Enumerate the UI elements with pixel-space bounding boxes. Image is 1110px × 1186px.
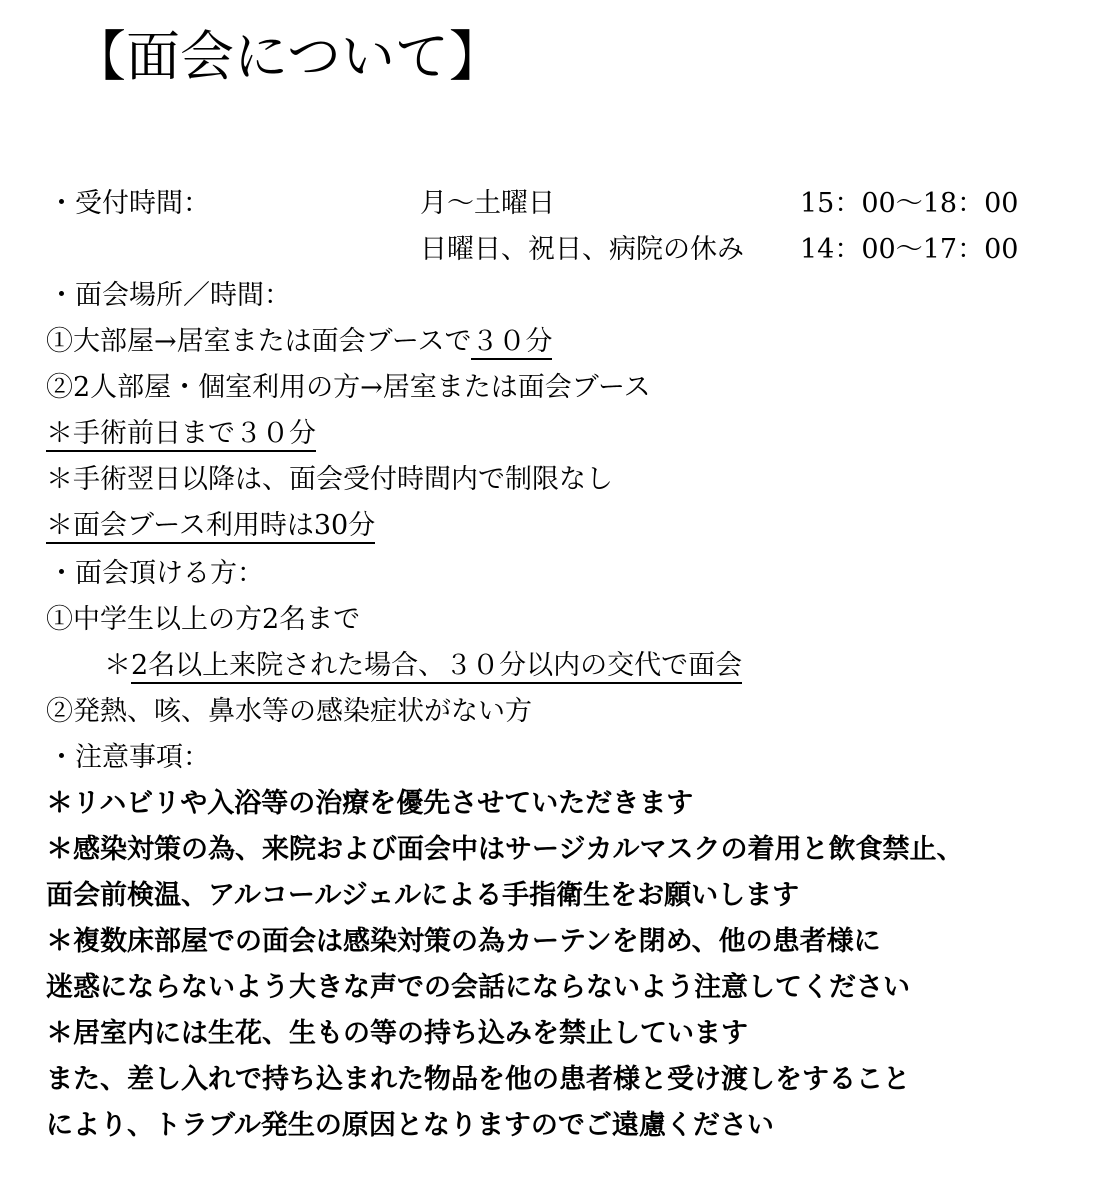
place-note-1	[46, 416, 316, 452]
caution-line-1: ＊リハビリや入浴等の治療を優先させていただきます	[46, 788, 694, 819]
caution-line-8: により、トラブル発生の原因となりますのでご遠慮ください	[46, 1110, 774, 1141]
reception-label: ・受付時間：	[48, 188, 210, 219]
place-note-2: ＊手術翌日以降は、面会受付時間内で制限なし	[46, 464, 613, 495]
caution-line-6: ＊居室内には生花、生もの等の持ち込みを禁止しています	[46, 1018, 748, 1049]
visitors-item-2: ②発熱、咳、鼻水等の感染症状がない方	[46, 696, 532, 727]
caution-line-5: 迷惑にならないよう大きな声での会話にならないよう注意してください	[46, 972, 910, 1003]
place-note-1-text: ＊手術前日まで３０分	[46, 418, 316, 452]
reception-time-weekday: 15：00～18：00	[800, 188, 1019, 219]
visitors-item-1: ①中学生以上の方2名まで	[46, 604, 361, 635]
place-label: ・面会場所／時間：	[48, 280, 291, 311]
caution-line-2: ＊感染対策の為、来院および面会中はサージカルマスクの着用と飲食禁止、	[46, 834, 964, 865]
visitors-label: ・面会頂ける方：	[48, 558, 264, 589]
visitors-item-1-note-star: ＊	[104, 650, 131, 681]
reception-days-weekday: 月～土曜日	[420, 188, 555, 219]
page-title: 【面会について】	[72, 25, 503, 88]
visitors-item-1-note	[104, 648, 742, 684]
place-item-1	[46, 324, 552, 360]
reception-time-holiday: 14：00～17：00	[800, 234, 1019, 265]
place-note-3-text: ＊面会ブース利用時は30分	[46, 510, 375, 544]
caution-line-3: 面会前検温、アルコールジェルによる手指衛生をお願いします	[46, 880, 800, 911]
cautions-label: ・注意事項：	[48, 742, 210, 773]
reception-days-holiday: 日曜日、祝日、病院の休み	[420, 234, 744, 265]
place-item-1-text: ①大部屋→居室または面会ブースで	[46, 326, 472, 357]
place-item-2: ②2人部屋・個室利用の方→居室または面会ブース	[46, 372, 651, 403]
caution-line-7: また、差し入れで持ち込まれた物品を他の患者様と受け渡しをすること	[46, 1064, 910, 1095]
visitors-item-1-note-text: 2名以上来院された場合、３０分以内の交代で面会	[131, 650, 742, 684]
place-item-1-duration: ３０分	[471, 326, 552, 360]
place-note-3	[46, 508, 375, 544]
caution-line-4: ＊複数床部屋での面会は感染対策の為カーテンを閉め、他の患者様に	[46, 926, 881, 957]
